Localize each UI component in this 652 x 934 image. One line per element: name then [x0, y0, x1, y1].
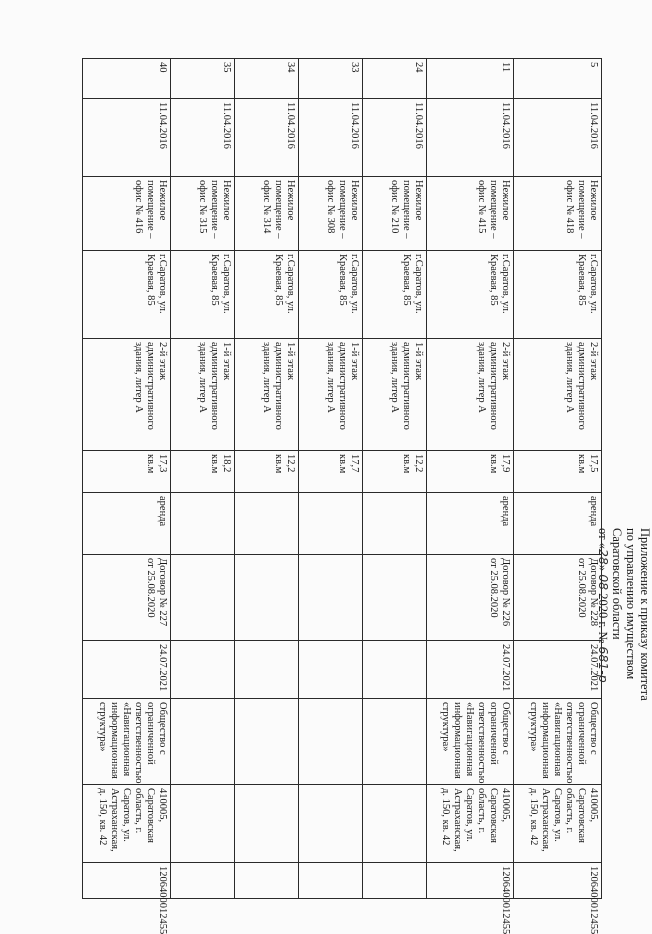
term-end-cell: 24.07.2021: [426, 641, 514, 699]
table-row: [170, 59, 234, 899]
premises-name-cell: Нежилое помещение – офис № 416: [83, 177, 171, 251]
table-row: [514, 59, 602, 899]
holder-address-cell: [298, 785, 362, 863]
order-annex-caption: [596, 528, 652, 778]
holder-name-cell: Общество с ограниченной ответственностью «Навигационная информационная структура»: [514, 699, 602, 785]
row-number-cell: 11: [426, 59, 514, 99]
caption-line-3: Саратовской области: [610, 528, 624, 640]
holder-name-cell: Общество с ограниченной ответственностью «Навигационная информационная структура»: [426, 699, 514, 785]
row-number-cell: 34: [234, 59, 298, 99]
holder-address-cell: 410005, Саратовская область, г. Саратов, ул. Астраханская, д. 150, кв. 42: [426, 785, 514, 863]
holder-ogrn-cell: [170, 863, 234, 899]
registration-date-cell: 11.04.2016: [83, 99, 171, 177]
premises-address-cell: г.Саратов, ул. Краевая, 85: [426, 251, 514, 339]
right-type-cell: [170, 493, 234, 555]
holder-name-cell: Общество с ограниченной ответственностью «Навигационная информационная структура»: [83, 699, 171, 785]
floor-description-cell: 1-й этаж административного здания, литер А: [170, 339, 234, 451]
contract-cell: [170, 555, 234, 641]
registration-date-cell: 11.04.2016: [426, 99, 514, 177]
premises-address-cell: г.Саратов, ул. Краевая, 85: [514, 251, 602, 339]
term-end-cell: [298, 641, 362, 699]
table-row: [298, 59, 362, 899]
premises-name-cell: Нежилое помещение – офис № 315: [170, 177, 234, 251]
holder-ogrn-cell: 1206400012455: [83, 863, 171, 899]
contract-cell: Договор № 228 от 25.08.2020: [514, 555, 602, 641]
premises-name-cell: Нежилое помещение – офис № 418: [514, 177, 602, 251]
holder-ogrn-cell: [298, 863, 362, 899]
registration-date-cell: 11.04.2016: [234, 99, 298, 177]
premises-name-cell: Нежилое помещение – офис № 314: [234, 177, 298, 251]
registration-date-cell: 11.04.2016: [298, 99, 362, 177]
table-row: [426, 59, 514, 899]
holder-name-cell: [298, 699, 362, 785]
term-end-cell: [362, 641, 426, 699]
row-number-cell: 24: [362, 59, 426, 99]
area-cell: 18,2 кв.м: [170, 451, 234, 493]
term-end-cell: [234, 641, 298, 699]
area-cell: 17,3 кв.м: [83, 451, 171, 493]
premises-address-cell: г.Саратов, ул. Краевая, 85: [298, 251, 362, 339]
area-cell: 17,7 кв.м: [298, 451, 362, 493]
registration-date-cell: 11.04.2016: [514, 99, 602, 177]
contract-cell: [298, 555, 362, 641]
area-cell: 17,5 кв.м: [514, 451, 602, 493]
area-cell: 17,9 кв.м: [426, 451, 514, 493]
holder-name-cell: [170, 699, 234, 785]
contract-cell: Договор № 227 от 25.08.2020: [83, 555, 171, 641]
caption-line-4: от «28» 08 2020 г. № 681-р: [596, 528, 611, 683]
table-row: [362, 59, 426, 899]
premises-address-cell: г.Саратов, ул. Краевая, 85: [83, 251, 171, 339]
floor-description-cell: 2-й этаж административного здания, литер А: [83, 339, 171, 451]
holder-ogrn-cell: [362, 863, 426, 899]
registration-date-cell: 11.04.2016: [362, 99, 426, 177]
holder-ogrn-cell: 1206400012455: [514, 863, 602, 899]
premises-name-cell: Нежилое помещение – офис № 415: [426, 177, 514, 251]
caption-line-1: Приложение к приказу комитета: [638, 528, 652, 701]
table-row: [83, 59, 171, 899]
premises-address-cell: г.Саратов, ул. Краевая, 85: [234, 251, 298, 339]
handwritten-month: 08: [596, 574, 611, 591]
row-number-cell: 33: [298, 59, 362, 99]
contract-cell: [234, 555, 298, 641]
handwritten-order-number: 681-р: [596, 646, 611, 683]
caption-line-2: по управлению имуществом: [624, 528, 638, 680]
premises-address-cell: г.Саратов, ул. Краевая, 85: [362, 251, 426, 339]
right-type-cell: аренда: [83, 493, 171, 555]
property-register-table: [82, 58, 602, 934]
floor-description-cell: 1-й этаж административного здания, литер А: [234, 339, 298, 451]
holder-ogrn-cell: [234, 863, 298, 899]
floor-description-cell: 1-й этаж административного здания, литер А: [298, 339, 362, 451]
holder-address-cell: [170, 785, 234, 863]
area-cell: 12,2 кв.м: [362, 451, 426, 493]
area-cell: 12,2 кв.м: [234, 451, 298, 493]
holder-address-cell: 410005, Саратовская область, г. Саратов, ул. Астраханская, д. 150, кв. 42: [83, 785, 171, 863]
handwritten-day: 28: [596, 548, 611, 565]
row-number-cell: 5: [514, 59, 602, 99]
right-type-cell: аренда: [514, 493, 602, 555]
holder-name-cell: [362, 699, 426, 785]
document-header: [596, 58, 652, 898]
right-type-cell: аренда: [426, 493, 514, 555]
contract-cell: [362, 555, 426, 641]
rotated-landscape-sheet: [90, 58, 652, 934]
term-end-cell: 24.07.2021: [514, 641, 602, 699]
right-type-cell: [298, 493, 362, 555]
table-row: [234, 59, 298, 899]
premises-address-cell: г.Саратов, ул. Краевая, 85: [170, 251, 234, 339]
right-type-cell: [362, 493, 426, 555]
term-end-cell: [170, 641, 234, 699]
holder-address-cell: [362, 785, 426, 863]
floor-description-cell: 2-й этаж административного здания, литер А: [514, 339, 602, 451]
row-number-cell: 35: [170, 59, 234, 99]
row-number-cell: 40: [83, 59, 171, 99]
holder-address-cell: [234, 785, 298, 863]
premises-name-cell: Нежилое помещение – офис № 210: [362, 177, 426, 251]
floor-description-cell: 2-й этаж административного здания, литер А: [426, 339, 514, 451]
floor-description-cell: 1-й этаж административного здания, литер А: [362, 339, 426, 451]
term-end-cell: 24.07.2021: [83, 641, 171, 699]
registration-date-cell: 11.04.2016: [170, 99, 234, 177]
holder-ogrn-cell: 1206400012455: [426, 863, 514, 899]
premises-name-cell: Нежилое помещение – офис № 308: [298, 177, 362, 251]
holder-address-cell: 410005, Саратовская область, г. Саратов, ул. Астраханская, д. 150, кв. 42: [514, 785, 602, 863]
right-type-cell: [234, 493, 298, 555]
contract-cell: Договор № 226 от 25.08.2020: [426, 555, 514, 641]
holder-name-cell: [234, 699, 298, 785]
